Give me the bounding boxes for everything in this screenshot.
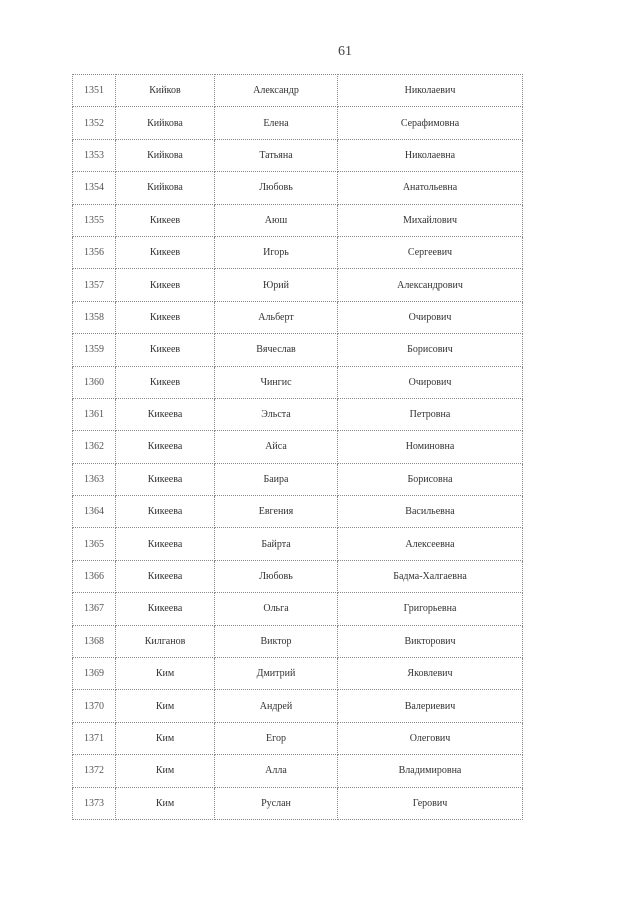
entry-number: 1363: [73, 463, 116, 495]
first-name-cell: Байрта: [215, 528, 338, 560]
first-name-cell: Любовь: [215, 560, 338, 592]
first-name-cell: Баира: [215, 463, 338, 495]
table-row: [73, 398, 523, 430]
patronymic-cell: Григорьевна: [338, 593, 523, 625]
surname-cell: Кийкова: [116, 172, 215, 204]
entry-number: 1360: [73, 366, 116, 398]
first-name-cell: Юрий: [215, 269, 338, 301]
table-row: [73, 204, 523, 236]
surname-cell: Кикеева: [116, 496, 215, 528]
entry-number: 1373: [73, 787, 116, 819]
table-row: [73, 528, 523, 560]
patronymic-cell: Очирович: [338, 301, 523, 333]
surname-cell: Ким: [116, 787, 215, 819]
surname-cell: Кийков: [116, 75, 215, 107]
surname-cell: Ким: [116, 658, 215, 690]
first-name-cell: Айса: [215, 431, 338, 463]
entry-number: 1362: [73, 431, 116, 463]
patronymic-cell: Алексеевна: [338, 528, 523, 560]
table-row: [73, 722, 523, 754]
first-name-cell: Руслан: [215, 787, 338, 819]
patronymic-cell: Номиновна: [338, 431, 523, 463]
surname-cell: Кикеев: [116, 269, 215, 301]
patronymic-cell: Сергеевич: [338, 236, 523, 268]
entry-number: 1366: [73, 560, 116, 592]
first-name-cell: Александр: [215, 75, 338, 107]
entry-number: 1353: [73, 139, 116, 171]
table-row: [73, 75, 523, 107]
surname-cell: Ким: [116, 690, 215, 722]
entry-number: 1361: [73, 398, 116, 430]
patronymic-cell: Владимировна: [338, 755, 523, 787]
surname-cell: Кикеев: [116, 236, 215, 268]
entry-number: 1357: [73, 269, 116, 301]
first-name-cell: Егор: [215, 722, 338, 754]
register-body: [73, 75, 523, 820]
entry-number: 1371: [73, 722, 116, 754]
table-row: [73, 658, 523, 690]
patronymic-cell: Валериевич: [338, 690, 523, 722]
surname-cell: Кикеева: [116, 560, 215, 592]
surname-cell: Кикеев: [116, 204, 215, 236]
table-row: [73, 496, 523, 528]
patronymic-cell: Николаевна: [338, 139, 523, 171]
table-row: [73, 269, 523, 301]
entry-number: 1370: [73, 690, 116, 722]
surname-cell: Ким: [116, 755, 215, 787]
first-name-cell: Виктор: [215, 625, 338, 657]
surname-cell: Кикеева: [116, 463, 215, 495]
patronymic-cell: Николаевич: [338, 75, 523, 107]
surname-cell: Кикеева: [116, 398, 215, 430]
patronymic-cell: Петровна: [338, 398, 523, 430]
table-row: [73, 107, 523, 139]
table-row: [73, 690, 523, 722]
table-row: [73, 593, 523, 625]
table-row: [73, 172, 523, 204]
page-number: 61: [338, 44, 352, 59]
entry-number: 1351: [73, 75, 116, 107]
patronymic-cell: Викторович: [338, 625, 523, 657]
patronymic-cell: Олегович: [338, 722, 523, 754]
first-name-cell: Дмитрий: [215, 658, 338, 690]
patronymic-cell: Борисович: [338, 334, 523, 366]
entry-number: 1352: [73, 107, 116, 139]
patronymic-cell: Борисовна: [338, 463, 523, 495]
table-row: [73, 139, 523, 171]
surname-cell: Кикеев: [116, 334, 215, 366]
surname-cell: Кийкова: [116, 107, 215, 139]
patronymic-cell: Герович: [338, 787, 523, 819]
patronymic-cell: Васильевна: [338, 496, 523, 528]
surname-cell: Ким: [116, 722, 215, 754]
first-name-cell: Игорь: [215, 236, 338, 268]
table-row: [73, 560, 523, 592]
table-row: [73, 787, 523, 819]
first-name-cell: Алла: [215, 755, 338, 787]
surname-cell: Кикеев: [116, 366, 215, 398]
patronymic-cell: Бадма-Халгаевна: [338, 560, 523, 592]
table-row: [73, 431, 523, 463]
surname-cell: Кикеева: [116, 431, 215, 463]
entry-number: 1372: [73, 755, 116, 787]
first-name-cell: Альберт: [215, 301, 338, 333]
entry-number: 1355: [73, 204, 116, 236]
entry-number: 1368: [73, 625, 116, 657]
patronymic-cell: Серафимовна: [338, 107, 523, 139]
entry-number: 1369: [73, 658, 116, 690]
first-name-cell: Ольга: [215, 593, 338, 625]
entry-number: 1367: [73, 593, 116, 625]
table-row: [73, 334, 523, 366]
name-register-table: [72, 74, 523, 820]
surname-cell: Кикеева: [116, 528, 215, 560]
table-row: [73, 625, 523, 657]
surname-cell: Кийкова: [116, 139, 215, 171]
entry-number: 1354: [73, 172, 116, 204]
first-name-cell: Аюш: [215, 204, 338, 236]
patronymic-cell: Александрович: [338, 269, 523, 301]
table-row: [73, 236, 523, 268]
table-row: [73, 755, 523, 787]
entry-number: 1365: [73, 528, 116, 560]
entry-number: 1359: [73, 334, 116, 366]
table-row: [73, 463, 523, 495]
first-name-cell: Евгения: [215, 496, 338, 528]
first-name-cell: Эльста: [215, 398, 338, 430]
patronymic-cell: Яковлевич: [338, 658, 523, 690]
first-name-cell: Андрей: [215, 690, 338, 722]
entry-number: 1364: [73, 496, 116, 528]
surname-cell: Кикеева: [116, 593, 215, 625]
first-name-cell: Чингис: [215, 366, 338, 398]
patronymic-cell: Очирович: [338, 366, 523, 398]
table-row: [73, 301, 523, 333]
first-name-cell: Татьяна: [215, 139, 338, 171]
patronymic-cell: Михайлович: [338, 204, 523, 236]
table-row: [73, 366, 523, 398]
first-name-cell: Любовь: [215, 172, 338, 204]
first-name-cell: Вячеслав: [215, 334, 338, 366]
first-name-cell: Елена: [215, 107, 338, 139]
patronymic-cell: Анатольевна: [338, 172, 523, 204]
entry-number: 1356: [73, 236, 116, 268]
entry-number: 1358: [73, 301, 116, 333]
surname-cell: Кикеев: [116, 301, 215, 333]
surname-cell: Килганов: [116, 625, 215, 657]
